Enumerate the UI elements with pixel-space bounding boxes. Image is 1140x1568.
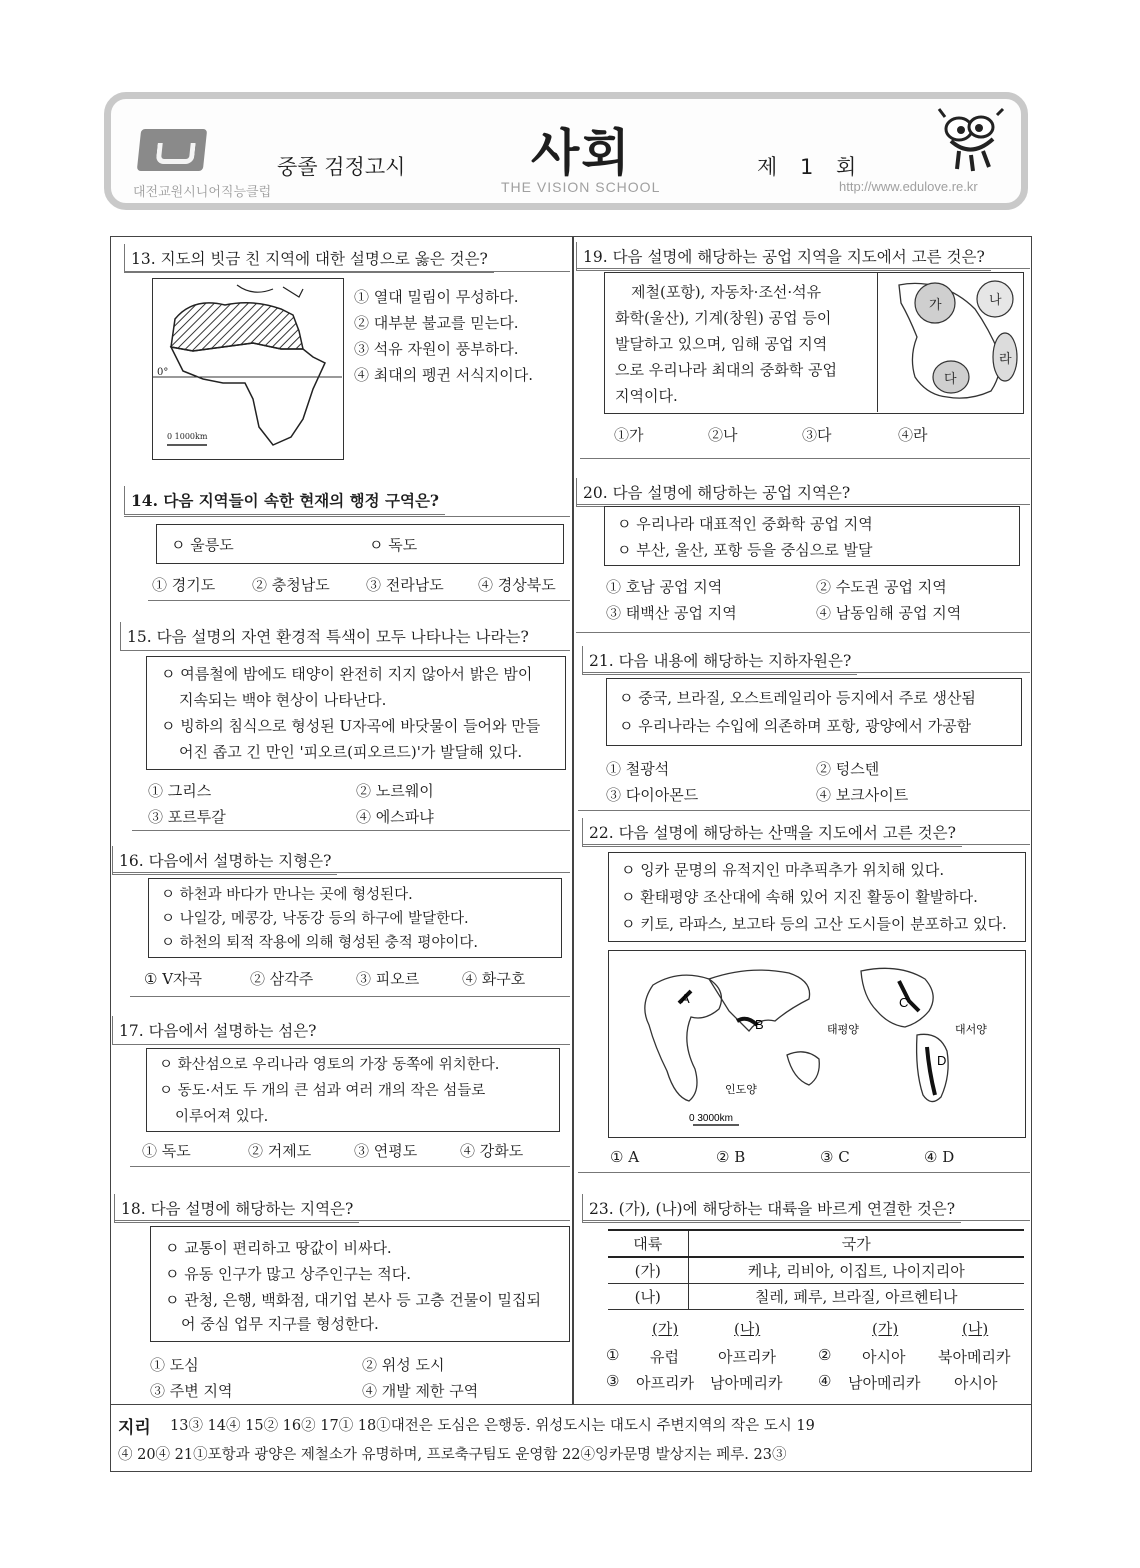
- q19-line-1: 제철(포항), 자동차·조선·석유: [631, 283, 822, 301]
- q21-line-2: ㅇ 우리나라는 수입에 의존하며 포항, 광양에서 가공함: [619, 717, 972, 735]
- q22-world-map: [608, 950, 1026, 1138]
- subject-title: 사회: [531, 124, 632, 182]
- q15-title: 15. 다음 설명의 자연 환경적 특색이 모두 나타나는 나라는?: [120, 622, 535, 651]
- q17-line-2: ㅇ 동도·서도 두 개의 큰 섬과 여러 개의 작은 섬들로: [159, 1083, 486, 1099]
- q19-title: 19. 다음 설명에 해당하는 공업 지역을 지도에서 고른 것은?: [576, 242, 991, 271]
- q17-choice-4[interactable]: ④ 강화도: [460, 1142, 524, 1160]
- q22-rule: [582, 844, 1030, 845]
- indian-label: 인도양: [725, 1083, 757, 1096]
- q18-title: 18. 다음 설명에 해당하는 지역은?: [114, 1194, 359, 1223]
- q21-choice-2[interactable]: ② 텅스텐: [816, 760, 880, 778]
- column-divider: [572, 236, 574, 1404]
- school-name: THE VISION SCHOOL: [501, 179, 661, 195]
- q20-line-1: ㅇ 우리나라 대표적인 중화학 공업 지역: [617, 515, 873, 533]
- q15-choice-4[interactable]: ④ 에스파냐: [356, 808, 434, 826]
- q20-bottom-rule: [576, 632, 1030, 633]
- q23-col-header-3: (가): [872, 1320, 899, 1338]
- q22-choice-4[interactable]: ④ D: [924, 1148, 955, 1166]
- q18-line-1: ㅇ 교통이 편리하고 땅값이 비싸다.: [165, 1239, 392, 1257]
- atlantic-label: 대서양: [955, 1023, 987, 1036]
- q13-choice-1[interactable]: ① 열대 밀림이 무성하다.: [354, 288, 519, 306]
- q17-line-3: 이루어져 있다.: [175, 1109, 269, 1125]
- q16-title: 16. 다음에서 설명하는 지형은?: [112, 846, 337, 875]
- q23-choice-4-num[interactable]: ④: [818, 1372, 832, 1390]
- map-label-na: 나: [989, 293, 1002, 308]
- q18-box: [150, 1226, 570, 1342]
- q23-choice-4-a: 남아메리카: [848, 1374, 921, 1392]
- q15-choice-2[interactable]: ② 노르웨이: [356, 782, 434, 800]
- q19-line-2: 화학(울산), 기계(창원) 공업 등이: [615, 309, 832, 327]
- q19-line-3: 발달하고 있으며, 임해 공업 지역: [615, 335, 828, 353]
- table-cell: (나): [608, 1284, 688, 1310]
- club-name: 대전교원시니어직능클럽: [133, 185, 272, 200]
- q14-choice-1[interactable]: ① 경기도: [152, 576, 216, 594]
- q19-choice-3[interactable]: ③다: [802, 426, 832, 444]
- q17-line-1: ㅇ 화산섬으로 우리나라 영토의 가장 동쪽에 위치한다.: [159, 1057, 500, 1073]
- q18-line-2: ㅇ 유동 인구가 많고 상주인구는 적다.: [165, 1265, 411, 1283]
- q23-col-header-1: (가): [652, 1320, 679, 1338]
- q13-title: 13. 지도의 빗금 친 지역에 대한 설명으로 옳은 것은?: [124, 244, 494, 273]
- q23-choice-2-a: 아시아: [862, 1348, 906, 1366]
- q19-line-5: 지역이다.: [615, 387, 678, 405]
- q18-line-4: 어 중심 업무 지구를 형성한다.: [181, 1315, 379, 1333]
- q15-line-4: 어진 좁고 긴 만인 '피오르(피오르드)'가 발달해 있다.: [179, 743, 523, 761]
- q16-rule: [112, 872, 570, 873]
- q17-choice-1[interactable]: ① 독도: [142, 1142, 191, 1160]
- q20-choice-4[interactable]: ④ 남동임해 공업 지역: [816, 604, 962, 622]
- q21-choice-1[interactable]: ① 철광석: [606, 760, 670, 778]
- world-map-icon: [609, 951, 1024, 1136]
- q16-choice-1[interactable]: ① V자곡: [144, 970, 203, 988]
- q21-choice-3[interactable]: ③ 다이아몬드: [606, 786, 699, 804]
- q17-choice-2[interactable]: ② 거제도: [248, 1142, 312, 1160]
- mascot-icon: [937, 107, 1007, 175]
- q23-choice-2-b: 북아메리카: [938, 1348, 1011, 1366]
- table-header-continent: 대륙: [608, 1230, 688, 1257]
- answer-key: [110, 1404, 1032, 1472]
- q14-rule: [124, 516, 570, 517]
- q23-choice-1-b: 아프리카: [718, 1348, 776, 1366]
- q15-choice-1[interactable]: ① 그리스: [148, 782, 212, 800]
- q19-choice-2[interactable]: ②나: [708, 426, 738, 444]
- q13-choice-4[interactable]: ④ 최대의 펭귄 서식지이다.: [354, 366, 533, 384]
- q15-box: [146, 656, 566, 770]
- q17-bottom-rule: [130, 1166, 570, 1167]
- q16-line-1: ㅇ 하천과 바다가 만나는 곳에 형성된다.: [161, 887, 413, 903]
- q21-title: 21. 다음 내용에 해당하는 지하자원은?: [582, 646, 857, 675]
- q15-choice-3[interactable]: ③ 포르투갈: [148, 808, 226, 826]
- site-url: http://www.edulove.re.kr: [839, 179, 978, 194]
- q18-rule: [114, 1220, 570, 1221]
- q14-box: [156, 524, 564, 564]
- header-banner: [104, 92, 1028, 210]
- q18-choice-1[interactable]: ① 도심: [150, 1356, 199, 1374]
- mountain-label-a: A: [681, 991, 690, 1006]
- q16-box: [148, 878, 562, 958]
- q20-title: 20. 다음 설명에 해당하는 공업 지역은?: [576, 478, 856, 507]
- q23-choice-3-b: 남아메리카: [710, 1374, 783, 1392]
- q14-item-2: ㅇ 독도: [369, 536, 418, 554]
- q19-rule: [576, 268, 1030, 269]
- q15-line-2: 지속되는 백야 현상이 나타난다.: [179, 691, 387, 709]
- q20-line-2: ㅇ 부산, 울산, 포항 등을 중심으로 발달: [617, 541, 873, 559]
- q22-choice-2[interactable]: ② B: [716, 1148, 746, 1166]
- q20-box: [604, 506, 1020, 566]
- club-logo: [137, 129, 207, 171]
- q22-title: 22. 다음 설명에 해당하는 산맥을 지도에서 고른 것은?: [582, 818, 962, 847]
- q23-title: 23. (가), (나)에 해당하는 대륙을 바르게 연결한 것은?: [582, 1194, 961, 1223]
- q23-choice-2-num[interactable]: ②: [818, 1346, 832, 1364]
- map-label-da: 다: [944, 372, 957, 387]
- q20-choice-3[interactable]: ③ 태백산 공업 지역: [606, 604, 737, 622]
- q13-choice-3[interactable]: ③ 석유 자원이 풍부하다.: [354, 340, 519, 358]
- q23-table: [608, 1229, 1024, 1310]
- exam-round: 제 1 회: [757, 155, 865, 179]
- korea-map-icon: [879, 273, 1023, 412]
- table-header-countries: 국가: [688, 1230, 1024, 1257]
- q19-line-4: 으로 우리나라 최대의 중화학 공업: [615, 361, 837, 379]
- q16-choice-4[interactable]: ④ 화구호: [462, 970, 526, 988]
- mountain-label-c: C: [899, 995, 909, 1010]
- table-cell: 칠레, 페루, 브라질, 아르헨티나: [688, 1284, 1024, 1310]
- q23-choice-1-a: 유럽: [650, 1348, 679, 1366]
- africa-map-icon: [153, 279, 342, 458]
- q22-line-3: ㅇ 키토, 라파스, 보고타 등의 고산 도시들이 분포하고 있다.: [621, 915, 1007, 933]
- q18-choice-3[interactable]: ③ 주변 지역: [150, 1382, 233, 1400]
- q23-choice-3-a: 아프리카: [636, 1374, 694, 1392]
- table-row: [608, 1284, 1024, 1310]
- q22-choice-1[interactable]: ① A: [610, 1148, 640, 1166]
- q22-choice-3[interactable]: ③ C: [820, 1148, 850, 1166]
- q23-col-header-2: (나): [734, 1320, 761, 1338]
- q23-col-header-4: (나): [962, 1320, 989, 1338]
- mountain-label-b: B: [755, 1017, 764, 1032]
- answer-key-label: 지리: [118, 1418, 151, 1438]
- q19-choice-4[interactable]: ④라: [898, 426, 928, 444]
- mountain-label-d: D: [937, 1053, 947, 1068]
- q23-choice-1-num[interactable]: ①: [606, 1346, 620, 1364]
- q21-choice-4[interactable]: ④ 보크사이트: [816, 786, 909, 804]
- q17-choice-3[interactable]: ③ 연평도: [354, 1142, 418, 1160]
- q18-choice-4[interactable]: ④ 개발 제한 구역: [362, 1382, 479, 1400]
- q16-choice-3[interactable]: ③ 피오르: [356, 970, 420, 988]
- q21-line-1: ㅇ 중국, 브라질, 오스트레일리아 등지에서 주로 생산됨: [619, 689, 976, 707]
- q16-choice-2[interactable]: ② 삼각주: [250, 970, 314, 988]
- q20-rule: [576, 504, 1030, 505]
- q14-choice-3[interactable]: ③ 전라남도: [366, 576, 444, 594]
- q15-rule: [120, 650, 570, 651]
- q15-line-3: ㅇ 빙하의 침식으로 형성된 U자곡에 바닷물이 들어와 만들: [161, 717, 541, 735]
- q20-choice-2[interactable]: ② 수도권 공업 지역: [816, 578, 947, 596]
- q19-bottom-rule: [580, 458, 1030, 459]
- pacific-label: 태평양: [827, 1023, 859, 1036]
- exam-name: 중졸 검정고시: [277, 155, 406, 179]
- q22-line-2: ㅇ 환태평양 조산대에 속해 있어 지진 활동이 활발하다.: [621, 888, 978, 906]
- q16-line-3: ㅇ 하천의 퇴적 작용에 의해 형성된 충적 평야이다.: [161, 935, 479, 951]
- q18-line-3: ㅇ 관청, 은행, 백화점, 대기업 본사 등 고층 건물이 밀집되: [165, 1291, 541, 1309]
- q19-box: [604, 272, 1024, 414]
- q18-choice-2[interactable]: ② 위성 도시: [362, 1356, 445, 1374]
- q16-line-2: ㅇ 나일강, 메콩강, 낙동강 등의 하구에 발달한다.: [161, 911, 469, 927]
- q19-choice-1[interactable]: ①가: [614, 426, 644, 444]
- q23-choice-4-b: 아시아: [954, 1374, 998, 1392]
- q13-rule: [124, 271, 570, 272]
- q14-choice-2[interactable]: ② 충청남도: [252, 576, 330, 594]
- q15-bottom-rule: [132, 830, 570, 831]
- q17-box: [146, 1048, 560, 1132]
- map-label-ga: 가: [929, 298, 942, 313]
- table-cell: (가): [608, 1257, 688, 1284]
- q20-choice-1[interactable]: ① 호남 공업 지역: [606, 578, 723, 596]
- q22-bottom-rule: [578, 1172, 1030, 1173]
- q14-bottom-rule: [148, 600, 570, 601]
- q19-box-divider: [877, 273, 878, 412]
- world-scale-label: 0 3000km: [689, 1113, 733, 1124]
- q13-choice-2[interactable]: ② 대부분 불교를 믿는다.: [354, 314, 519, 332]
- q22-box: [608, 852, 1026, 942]
- map-label-ra: 라: [999, 352, 1012, 367]
- q21-rule: [582, 672, 1030, 673]
- q14-item-1: ㅇ 울릉도: [171, 536, 234, 554]
- q17-title: 17. 다음에서 설명하는 섬은?: [112, 1016, 322, 1045]
- q16-bottom-rule: [130, 996, 570, 997]
- q14-title: 14. 다음 지역들이 속한 현재의 행정 구역은?: [124, 486, 445, 515]
- q23-rule: [582, 1220, 1030, 1221]
- q13-map: [152, 278, 344, 460]
- answer-key-line-1: 13③ 14④ 15② 16② 17① 18①대전은 도심은 은행동. 위성도시는 대도시 주변지역의 작은 도시 19: [170, 1418, 815, 1434]
- q14-choice-4[interactable]: ④ 경상북도: [478, 576, 556, 594]
- q17-rule: [112, 1044, 570, 1045]
- q21-bottom-rule: [578, 810, 1030, 811]
- table-row: [608, 1257, 1024, 1284]
- q23-choice-3-num[interactable]: ③: [606, 1372, 620, 1390]
- map-scale-label: 0 1000km: [167, 432, 208, 441]
- answer-key-line-2: ④ 20④ 21①포항과 광양은 제철소가 유명하며, 프로축구팀도 운영함 22④잉카문명 발상지는 페루. 23③: [118, 1447, 787, 1463]
- table-cell: 케냐, 리비아, 이집트, 나이지리아: [688, 1257, 1024, 1284]
- q22-line-1: ㅇ 잉카 문명의 유적지인 마추픽추가 위치해 있다.: [621, 861, 945, 879]
- q21-box: [606, 678, 1022, 746]
- equator-label: 0°: [157, 367, 169, 378]
- q15-line-1: ㅇ 여름철에 밤에도 태양이 완전히 지지 않아서 밝은 밤이: [161, 665, 533, 683]
